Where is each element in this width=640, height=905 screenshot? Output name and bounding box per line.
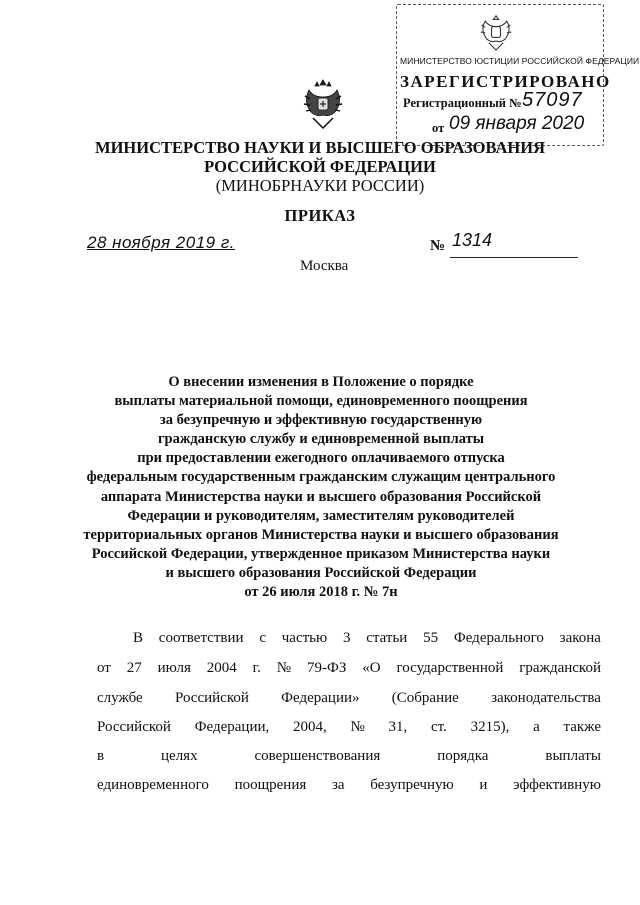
body-word: выплаты — [545, 748, 601, 764]
order-date: 28 ноября 2019 г. — [87, 233, 235, 252]
body-line — [97, 777, 601, 794]
body-word: а — [533, 719, 540, 735]
body-word: 3215), — [470, 719, 510, 735]
body-word: 3 — [342, 630, 351, 646]
order-number-label: № — [430, 238, 446, 254]
ministry-name-line-1: МИНИСТЕРСТВО НАУКИ И ВЫСШЕГО ОБРАЗОВАНИЯ — [95, 138, 545, 157]
body-word: за — [331, 777, 345, 793]
body-line — [97, 690, 601, 707]
title-line: территориальных органов Министерства науки и высшего образования — [83, 526, 559, 543]
body-word: 27 — [126, 660, 142, 676]
body-word: Российской — [174, 690, 249, 706]
body-word: 31, — [388, 719, 408, 735]
body-word: г. — [252, 660, 261, 676]
body-word: 2004 — [206, 660, 237, 676]
body-word: 55 — [423, 630, 439, 646]
order-number-underline — [450, 257, 578, 258]
stamp-reg-number-label: Регистрационный № — [403, 96, 522, 110]
body-word: целях — [161, 748, 198, 764]
body-word: № — [350, 719, 365, 735]
body-word: совершенствования — [254, 748, 381, 764]
body-word: ст. — [431, 719, 447, 735]
body-word: законодательства — [491, 690, 601, 706]
body-word: № — [276, 660, 292, 676]
body-word: 79-ФЗ — [306, 660, 347, 676]
body-word: с — [259, 630, 266, 646]
body-word: от — [97, 660, 111, 676]
body-line — [97, 719, 601, 736]
city: Москва — [300, 258, 349, 274]
title-line: Федерации и руководителям, заместителям руководителей — [127, 507, 515, 524]
stamp-emblem-icon — [478, 10, 514, 54]
body-word: «О — [362, 660, 381, 676]
body-word: службе — [97, 690, 143, 706]
body-line — [97, 660, 601, 677]
order-number: 1314 — [452, 230, 493, 250]
title-line: аппарата Министерства науки и высшего образования Российской — [100, 488, 542, 505]
body-word: Российской — [97, 719, 171, 735]
document-type: ПРИКАЗ — [284, 206, 356, 225]
body-word: единовременного — [97, 777, 209, 793]
title-line: федеральным государственным гражданским служащим центрального — [86, 469, 556, 486]
title-line: О внесении изменения в Положение о порядке — [168, 374, 474, 390]
body-word: В — [133, 630, 144, 646]
body-word: статьи — [366, 630, 408, 646]
body-word: также — [563, 719, 601, 735]
body-word: поощрения — [234, 777, 307, 793]
title-line: за безупречную и эффективную государственную — [159, 412, 483, 429]
body-word: государственной — [396, 660, 504, 676]
body-word: частью — [281, 630, 328, 646]
title-line: от 26 июля 2018 г. № 7н — [244, 584, 398, 601]
body-word: гражданской — [519, 660, 601, 676]
body-word: Федерации, — [194, 719, 270, 735]
body-line — [133, 630, 601, 647]
title-line: гражданскую службу и единовременной выплаты — [157, 431, 485, 448]
ministry-name-line-2: РОССИЙСКОЙ ФЕДЕРАЦИИ — [204, 157, 436, 176]
body-word: эффективную — [513, 777, 601, 793]
stamp-date: 09 января 2020 — [449, 113, 585, 134]
title-line: выплаты материальной помощи, единовременного поощрения — [114, 393, 528, 410]
stamp-date-label: от — [432, 121, 445, 135]
body-word: (Собрание — [391, 690, 459, 706]
ministry-header — [90, 138, 550, 195]
body-word: Федерального — [453, 630, 544, 646]
title-line: при предоставлении ежегодного оплачиваемого отпуска — [137, 450, 505, 467]
stamp-ministry-name: МИНИСТЕРСТВО ЮСТИЦИИ РОССИЙСКОЙ ФЕДЕРАЦИИ — [400, 56, 640, 66]
stamp-reg-number: 57097 — [522, 89, 583, 111]
ministry-short-name: (МИНОБРНАУКИ РОССИИ) — [215, 176, 425, 195]
title-line: Российской Федерации, утвержденное приказом Министерства науки — [91, 545, 551, 562]
coat-of-arms-icon — [303, 78, 343, 130]
document-title — [70, 373, 572, 602]
stamp-registered-label: ЗАРЕГИСТРИРОВАНО — [400, 72, 611, 91]
body-word: соответствии — [158, 630, 244, 646]
title-line: и высшего образования Российской Федерации — [165, 564, 477, 581]
body-word: Федерации» — [281, 690, 360, 706]
body-word: порядка — [437, 748, 489, 764]
body-line — [97, 748, 601, 765]
body-word: в — [97, 748, 105, 764]
body-word: и — [479, 777, 488, 793]
body-word: 2004, — [293, 719, 327, 735]
body-word: безупречную — [370, 777, 454, 793]
body-word: июля — [157, 660, 191, 676]
body-word: закона — [559, 630, 601, 646]
